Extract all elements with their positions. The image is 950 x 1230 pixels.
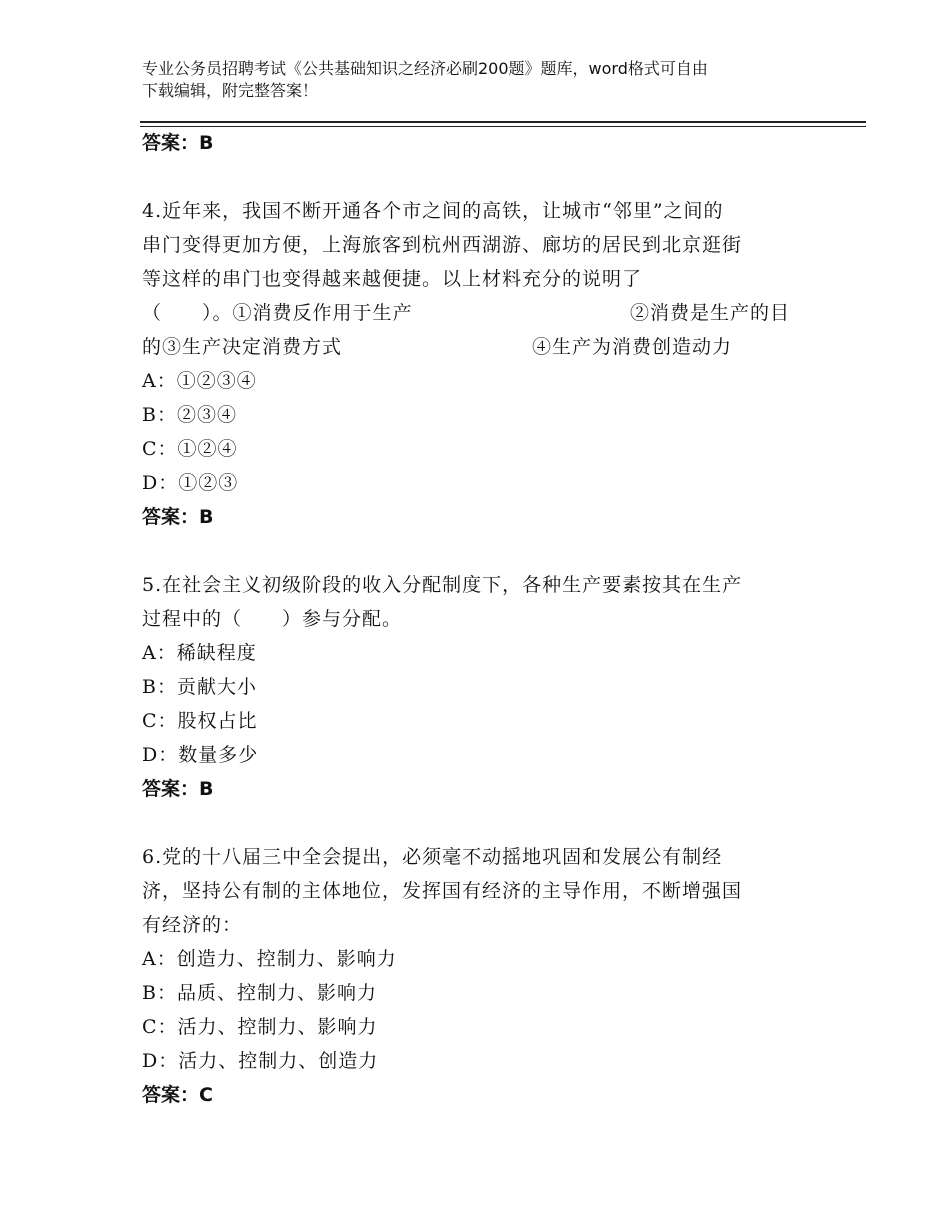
- question-6-option-c: C：活力、控制力、影响力: [142, 1016, 378, 1038]
- question-4-option-d: D：①②③: [142, 472, 239, 494]
- question-4-stem-line-5: [142, 330, 790, 364]
- document-body: [142, 126, 802, 1112]
- question-5-option-b: B：贡献大小: [142, 676, 257, 698]
- question-5: [142, 568, 802, 806]
- question-4-option-b: B：②③④: [142, 404, 237, 426]
- header-line-2: 下载编辑，附完整答案！: [142, 81, 319, 100]
- header-line-1: 专业公务员招聘考试《公共基础知识之经济必刷200题》题库，word格式可自由: [142, 59, 708, 78]
- question-5-answer: 答案：B: [142, 778, 214, 800]
- question-5-stem-line-2: 过程中的（ ）参与分配。: [142, 608, 403, 630]
- question-4-stem-line-3: 等这样的串门也变得越来越便捷。以上材料充分的说明了: [142, 268, 643, 290]
- answer-previous: 答案：B: [142, 132, 214, 154]
- question-6-option-b: B：品质、控制力、影响力: [142, 982, 377, 1004]
- question-5-stem-line-1: 5.在社会主义初级阶段的收入分配制度下，各种生产要素按其在生产: [142, 574, 743, 596]
- question-5-option-d: D：数量多少: [142, 744, 259, 766]
- question-6-answer: 答案：C: [142, 1084, 213, 1106]
- document-header: [142, 58, 802, 102]
- question-4-stem-line-5-left: 的③生产决定消费方式: [142, 336, 343, 358]
- question-5-option-a: A：稀缺程度: [142, 642, 257, 664]
- question-4-stem-line-5-right: ④生产为消费创造动力: [532, 336, 733, 358]
- header-rule-thick: [140, 121, 866, 123]
- question-6: [142, 840, 802, 1112]
- question-4: [142, 194, 802, 534]
- question-6-stem-line-2: 济，坚持公有制的主体地位，发挥国有经济的主导作用，不断增强国: [142, 880, 743, 902]
- question-6-stem-line-1: 6.党的十八届三中全会提出，必须毫不动摇地巩固和发展公有制经: [142, 846, 723, 868]
- question-6-option-a: A：创造力、控制力、影响力: [142, 948, 397, 970]
- question-6-stem-line-3: 有经济的：: [142, 914, 243, 936]
- question-4-answer: 答案：B: [142, 506, 214, 528]
- question-4-stem-line-4: [142, 296, 790, 330]
- question-4-option-a: A：①②③④: [142, 370, 257, 392]
- question-4-option-c: C：①②④: [142, 438, 238, 460]
- question-4-stem-line-1: 4.近年来，我国不断开通各个市之间的高铁，让城市“邻里”之间的: [142, 200, 724, 222]
- question-4-stem-line-4-right: ②消费是生产的目: [629, 302, 790, 324]
- question-4-stem-line-2: 串门变得更加方便，上海旅客到杭州西湖游、廊坊的居民到北京逛街: [142, 234, 743, 256]
- question-5-option-c: C：股权占比: [142, 710, 258, 732]
- question-6-option-d: D：活力、控制力、创造力: [142, 1050, 379, 1072]
- question-4-stem-line-4-left: （ ）。①消费反作用于生产: [142, 302, 413, 324]
